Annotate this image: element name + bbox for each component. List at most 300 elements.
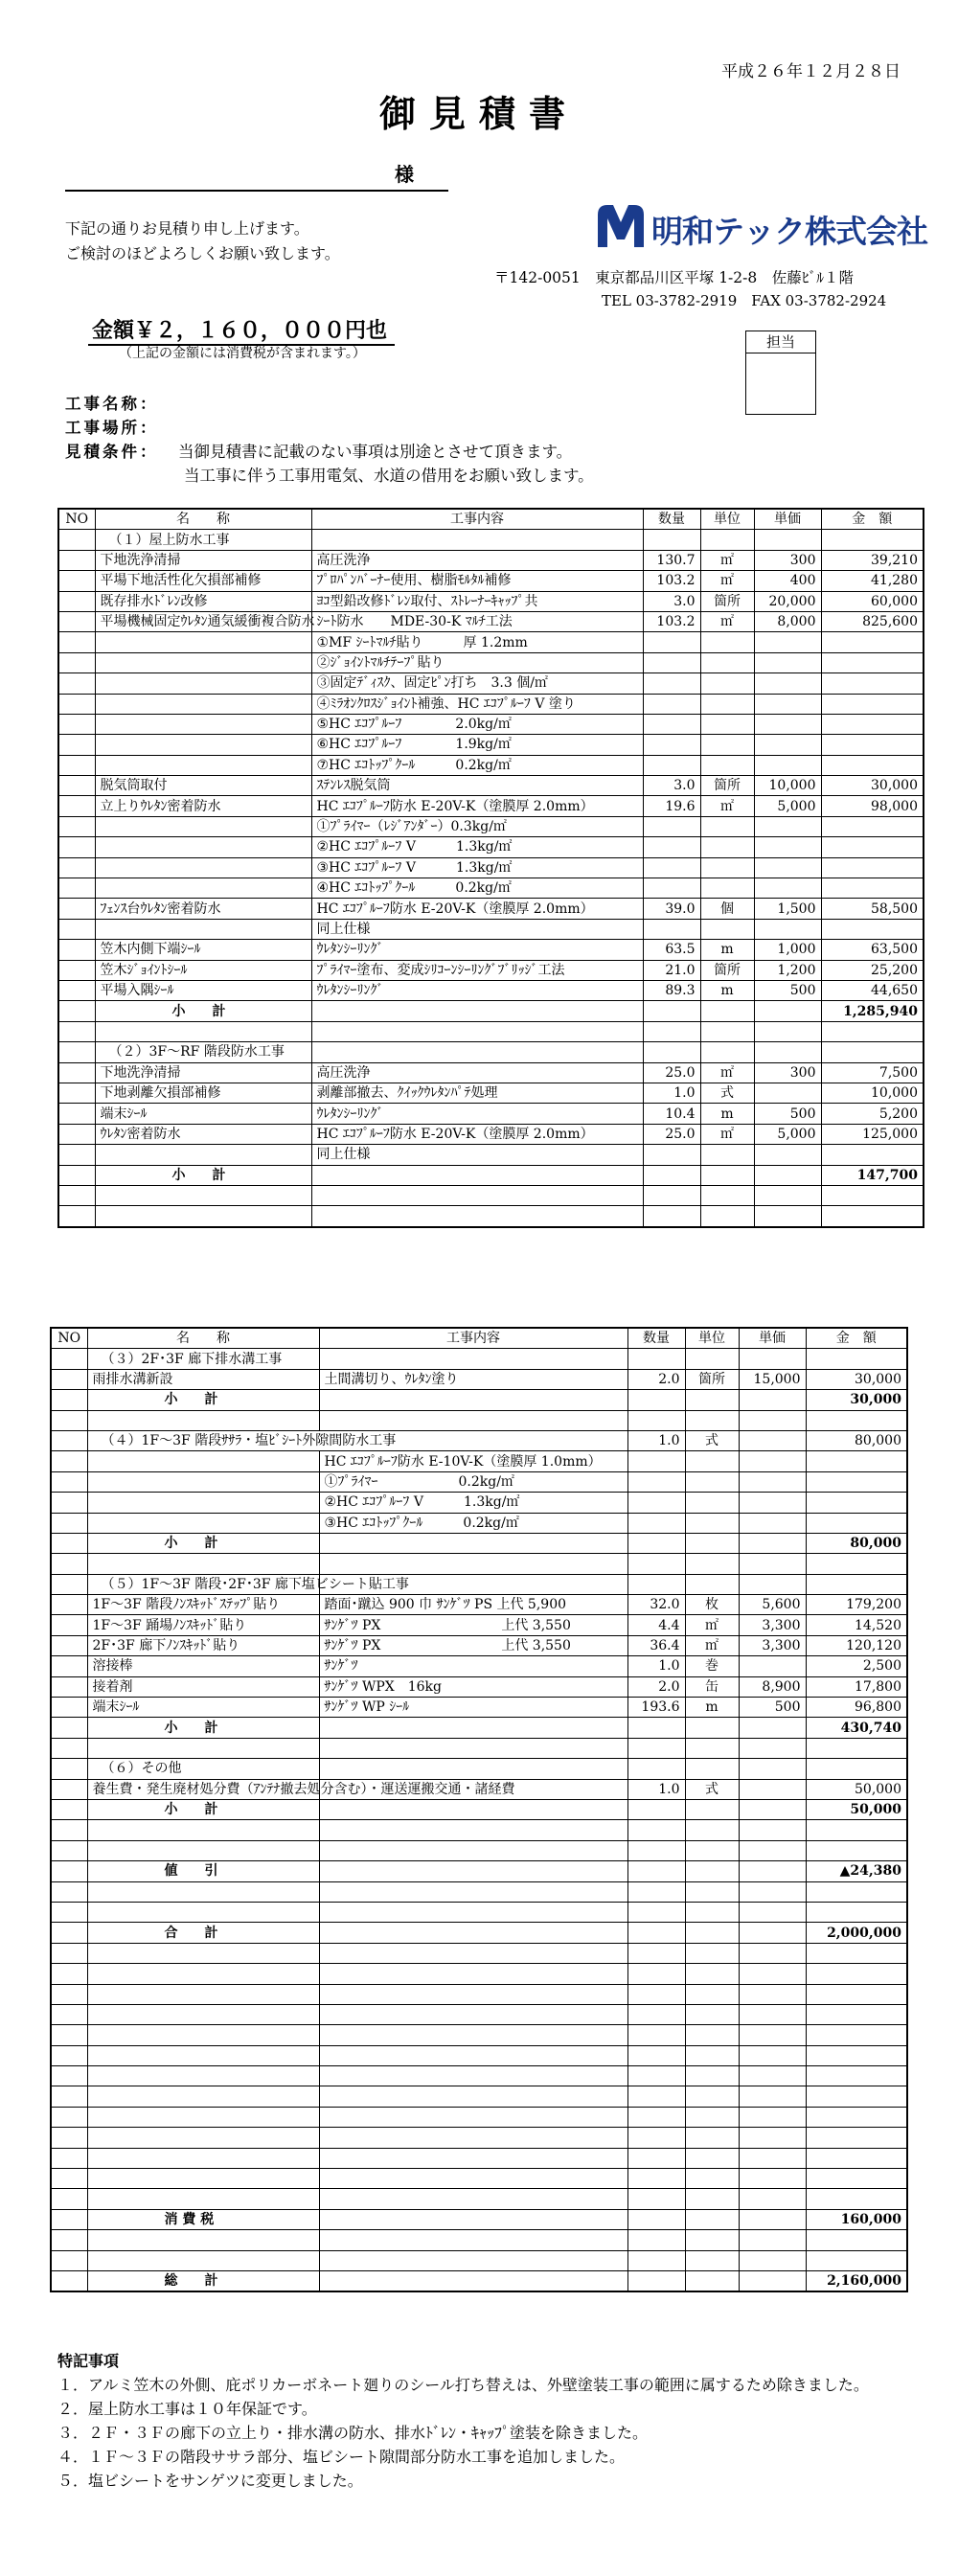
content-cell xyxy=(319,1964,627,1984)
company-name: 明和テック株式会社 xyxy=(651,213,927,250)
price-cell xyxy=(739,1943,806,1963)
name-cell: ﾌｪﾝｽ台ｳﾚﾀﾝ密着防水 xyxy=(95,899,311,919)
name-cell: （２）3F～RF 階段防水工事 xyxy=(95,1042,311,1062)
unit-cell xyxy=(685,1799,739,1819)
amount-cell: 825,600 xyxy=(821,611,924,631)
amount-cell: 30,000 xyxy=(821,776,924,796)
qty-cell: 21.0 xyxy=(643,960,700,980)
price-cell xyxy=(739,1574,806,1594)
table-row xyxy=(51,2004,907,2024)
amount-cell xyxy=(806,2004,907,2024)
name-cell xyxy=(87,2148,319,2168)
amount-cell xyxy=(806,2025,907,2045)
content-cell xyxy=(319,1738,627,1758)
price-cell: 1,500 xyxy=(754,899,821,919)
name-cell: 合 計 xyxy=(87,1923,319,1943)
price-cell xyxy=(739,2045,806,2065)
name-cell xyxy=(87,2066,319,2086)
no-cell xyxy=(58,776,95,796)
table-row xyxy=(58,919,924,939)
unit-cell xyxy=(685,1349,739,1369)
table-row xyxy=(51,2066,907,2086)
qty-cell: 1.0 xyxy=(643,1083,700,1103)
qty-cell xyxy=(643,837,700,857)
no-cell xyxy=(51,1964,87,1984)
content-cell: ①ﾌﾟﾗｲﾏｰ（ﾚｼﾞｱﾝﾀﾞｰ）0.3kg/㎡ xyxy=(311,816,643,836)
subtotal-row xyxy=(51,2270,907,2291)
name-cell: 笠木ｼﾞｮｲﾝﾄｼｰﾙ xyxy=(95,960,311,980)
name-cell: 平場機械固定ｳﾚﾀﾝ通気緩衝複合防水 xyxy=(95,611,311,631)
no-cell xyxy=(58,899,95,919)
table-row xyxy=(58,611,924,631)
no-cell xyxy=(51,1738,87,1758)
header-no: NO xyxy=(51,1328,87,1349)
note-item: ４．１Ｆ～３Ｆの階段ササラ部分、塩ビシート隙間部分防水工事を追加しました。 xyxy=(57,2448,626,2466)
name-cell: 小 計 xyxy=(87,1390,319,1410)
amount-cell: 179,200 xyxy=(806,1595,907,1615)
amount-cell xyxy=(806,1943,907,1963)
content-cell: ｽﾃﾝﾚｽ脱気筒 xyxy=(311,776,643,796)
table-row xyxy=(51,1369,907,1389)
amount-cell xyxy=(821,857,924,878)
table-row xyxy=(51,1451,907,1471)
table-row xyxy=(51,1595,907,1615)
content-cell xyxy=(319,2250,627,2270)
table-row xyxy=(58,1145,924,1165)
unit-cell xyxy=(685,1902,739,1922)
price-cell: 1,200 xyxy=(754,960,821,980)
table-row xyxy=(58,735,924,755)
qty-cell: 130.7 xyxy=(643,550,700,570)
table-row xyxy=(51,2128,907,2148)
content-cell: HC ｴｺﾌﾟﾙｰﾌ防水 E-20V-K（塗膜厚 2.0mm） xyxy=(311,796,643,816)
condition-1: 当御見積書に記載のない事項は別途とさせて頂きます。 xyxy=(178,443,573,461)
table-row xyxy=(51,2086,907,2107)
qty-cell xyxy=(643,652,700,672)
content-cell xyxy=(319,1881,627,1902)
subtotal-row xyxy=(51,1718,907,1738)
no-cell xyxy=(58,611,95,631)
price-cell xyxy=(739,1451,806,1471)
amount-cell xyxy=(821,714,924,734)
person-in-charge-label: 担当 xyxy=(746,331,815,353)
name-cell: 小 計 xyxy=(95,1001,311,1021)
amount-cell xyxy=(821,1185,924,1205)
price-cell xyxy=(739,1820,806,1840)
amount-cell xyxy=(806,1554,907,1574)
content-cell: 踏面･蹴込 900 巾 ｻﾝｹﾞﾂ PS 上代 5,900 xyxy=(319,1595,627,1615)
company-logo xyxy=(594,201,927,251)
price-cell xyxy=(739,1493,806,1513)
unit-cell xyxy=(685,1759,739,1779)
qty-cell: 2.0 xyxy=(627,1369,685,1389)
qty-cell: 10.4 xyxy=(643,1104,700,1124)
qty-cell xyxy=(627,2250,685,2270)
name-cell xyxy=(95,816,311,836)
price-cell xyxy=(754,857,821,878)
table-row xyxy=(51,1493,907,1513)
name-cell: 値 引 xyxy=(87,1861,319,1881)
header-unit: 単位 xyxy=(685,1328,739,1349)
content-cell xyxy=(319,1390,627,1410)
table-row xyxy=(58,1206,924,1227)
subtotal-row xyxy=(58,1165,924,1185)
amount-cell xyxy=(806,1493,907,1513)
qty-cell xyxy=(627,1533,685,1553)
price-cell xyxy=(739,1799,806,1819)
amount-cell xyxy=(806,1513,907,1533)
no-cell xyxy=(58,960,95,980)
amount-cell xyxy=(806,2250,907,2270)
price-cell xyxy=(739,1430,806,1450)
name-cell xyxy=(87,2250,319,2270)
name-cell: （１）屋上防水工事 xyxy=(95,530,311,550)
unit-cell xyxy=(685,1574,739,1594)
no-cell xyxy=(51,1349,87,1369)
no-cell xyxy=(51,1718,87,1738)
header-content: 工事内容 xyxy=(319,1328,627,1349)
qty-cell xyxy=(627,1718,685,1738)
work-place-row xyxy=(65,415,178,438)
unit-cell xyxy=(700,1145,754,1165)
work-name-label: 工事名称： xyxy=(65,395,159,413)
amount-cell: 80,000 xyxy=(806,1533,907,1553)
no-cell xyxy=(58,714,95,734)
table-row xyxy=(58,940,924,960)
unit-cell: m xyxy=(700,980,754,1000)
table-header-row xyxy=(51,1328,907,1349)
estimate-table-2 xyxy=(50,1327,908,2292)
name-cell xyxy=(87,1493,319,1513)
amount-cell: 41,280 xyxy=(821,571,924,591)
qty-cell: 25.0 xyxy=(643,1124,700,1144)
qty-cell xyxy=(627,2045,685,2065)
unit-cell xyxy=(685,1984,739,2004)
name-cell xyxy=(87,1738,319,1758)
no-cell xyxy=(51,1390,87,1410)
amount-cell: 39,210 xyxy=(821,550,924,570)
no-cell xyxy=(51,1430,87,1450)
no-cell xyxy=(58,571,95,591)
amount-cell xyxy=(806,1840,907,1860)
no-cell xyxy=(51,1881,87,1902)
qty-cell xyxy=(643,735,700,755)
unit-cell xyxy=(685,2107,739,2127)
content-cell xyxy=(319,2148,627,2168)
no-cell xyxy=(58,1206,95,1227)
note-item: ２．屋上防水工事は１０年保証です。 xyxy=(57,2400,317,2418)
unit-cell xyxy=(700,1185,754,1205)
no-cell xyxy=(51,2148,87,2168)
content-cell: ②HC ｴｺﾌﾟﾙｰﾌ V 1.3kg/㎡ xyxy=(319,1493,627,1513)
table-row xyxy=(51,2189,907,2209)
no-cell xyxy=(51,2189,87,2209)
amount-cell xyxy=(806,1574,907,1594)
table-row xyxy=(51,1984,907,2004)
no-cell xyxy=(51,1676,87,1697)
price-cell: 5,000 xyxy=(754,796,821,816)
content-cell xyxy=(319,1943,627,1963)
amount-cell: 120,120 xyxy=(806,1635,907,1655)
no-cell xyxy=(51,2230,87,2250)
name-cell xyxy=(87,1984,319,2004)
no-cell xyxy=(58,940,95,960)
content-cell xyxy=(319,1923,627,1943)
unit-cell: ㎡ xyxy=(700,611,754,631)
amount-cell xyxy=(821,673,924,694)
amount-cell xyxy=(806,2128,907,2148)
recipient-honorific: 様 xyxy=(395,163,414,186)
table-row xyxy=(51,1513,907,1533)
price-cell: 3,300 xyxy=(739,1615,806,1635)
name-cell: 端末ｼｰﾙ xyxy=(87,1698,319,1718)
name-cell: 小 計 xyxy=(95,1165,311,1185)
notes-title: 特記事項 xyxy=(57,2352,120,2370)
header-content: 工事内容 xyxy=(311,509,643,530)
table-row xyxy=(51,1615,907,1635)
qty-cell xyxy=(643,1042,700,1062)
amount-cell: 147,700 xyxy=(821,1165,924,1185)
content-cell xyxy=(319,1840,627,1860)
content-cell xyxy=(311,1001,643,1021)
qty-cell: 19.6 xyxy=(643,796,700,816)
no-cell xyxy=(58,1185,95,1205)
table-row xyxy=(58,1062,924,1083)
unit-cell xyxy=(700,1001,754,1021)
unit-cell xyxy=(685,2045,739,2065)
qty-cell xyxy=(627,1984,685,2004)
table-row xyxy=(51,1943,907,1963)
qty-cell xyxy=(643,1185,700,1205)
header-name: 名 称 xyxy=(95,509,311,530)
content-cell: HC ｴｺﾌﾟﾙｰﾌ防水 E-20V-K（塗膜厚 2.0mm） xyxy=(311,1124,643,1144)
subtotal-row xyxy=(51,1799,907,1819)
amount-cell xyxy=(806,1471,907,1492)
person-in-charge-box xyxy=(745,331,816,415)
table-row xyxy=(58,1083,924,1103)
unit-cell: m xyxy=(700,940,754,960)
price-cell: 400 xyxy=(754,571,821,591)
content-cell xyxy=(319,1820,627,1840)
qty-cell xyxy=(627,2025,685,2045)
unit-cell xyxy=(700,1165,754,1185)
name-cell: 端末ｼｰﾙ xyxy=(95,1104,311,1124)
no-cell xyxy=(51,1471,87,1492)
no-cell xyxy=(51,2004,87,2024)
unit-cell xyxy=(685,1840,739,1860)
content-cell: ③固定ﾃﾞｨｽｸ、固定ﾋﾟﾝ打ち 3.3 個/㎡ xyxy=(311,673,643,694)
unit-cell xyxy=(685,2066,739,2086)
no-cell xyxy=(51,1799,87,1819)
price-cell xyxy=(754,816,821,836)
name-cell xyxy=(87,1513,319,1533)
qty-cell: 32.0 xyxy=(627,1595,685,1615)
name-cell xyxy=(87,1902,319,1922)
no-cell xyxy=(51,1451,87,1471)
qty-cell xyxy=(627,1820,685,1840)
qty-cell xyxy=(643,1021,700,1041)
qty-cell xyxy=(627,1390,685,1410)
content-cell xyxy=(311,1185,643,1205)
name-cell xyxy=(87,1881,319,1902)
name-cell: 接着剤 xyxy=(87,1676,319,1697)
name-cell xyxy=(95,714,311,734)
note-item: ５．塩ビシートをサンゲツに変更しました。 xyxy=(57,2472,363,2490)
name-cell: 立上りｳﾚﾀﾝ密着防水 xyxy=(95,796,311,816)
name-cell xyxy=(87,1554,319,1574)
unit-cell: 枚 xyxy=(685,1595,739,1615)
no-cell xyxy=(58,1001,95,1021)
amount-cell xyxy=(806,1984,907,2004)
unit-cell xyxy=(700,878,754,899)
unit-cell xyxy=(685,1923,739,1943)
unit-cell xyxy=(700,1021,754,1041)
unit-cell xyxy=(700,530,754,550)
name-cell xyxy=(95,735,311,755)
price-cell xyxy=(754,755,821,775)
condition-2: 当工事に伴う工事用電気、水道の借用をお願い致します。 xyxy=(184,467,594,485)
unit-cell xyxy=(685,2128,739,2148)
no-cell xyxy=(51,1574,87,1594)
header-price: 単価 xyxy=(739,1328,806,1349)
name-cell: 下地洗浄清掃 xyxy=(95,1062,311,1083)
no-cell xyxy=(58,796,95,816)
qty-cell xyxy=(627,1861,685,1881)
amount-cell xyxy=(821,652,924,672)
name-cell: 溶接棒 xyxy=(87,1656,319,1676)
unit-cell xyxy=(700,714,754,734)
section-row xyxy=(51,1574,907,1594)
no-cell xyxy=(51,1635,87,1655)
no-cell xyxy=(58,735,95,755)
price-cell xyxy=(754,1145,821,1165)
price-cell xyxy=(754,1165,821,1185)
table-row xyxy=(51,1656,907,1676)
unit-cell xyxy=(700,694,754,714)
unit-cell xyxy=(685,1554,739,1574)
unit-cell: 缶 xyxy=(685,1676,739,1697)
content-cell xyxy=(319,2004,627,2024)
name-cell: 2F･3F 廊下ﾉﾝｽｷｯﾄﾞ貼り xyxy=(87,1635,319,1655)
price-cell xyxy=(754,652,821,672)
no-cell xyxy=(51,2250,87,2270)
issue-date: 平成２６年１２月２８日 xyxy=(721,62,901,81)
name-cell xyxy=(95,1145,311,1165)
no-cell xyxy=(51,1493,87,1513)
name-cell: 平場入隅ｼｰﾙ xyxy=(95,980,311,1000)
unit-cell: 箇所 xyxy=(700,960,754,980)
unit-cell xyxy=(685,1533,739,1553)
content-cell: 同上仕様 xyxy=(311,919,643,939)
name-cell: ｳﾚﾀﾝ密着防水 xyxy=(95,1124,311,1144)
content-cell xyxy=(319,2128,627,2148)
qty-cell xyxy=(627,1840,685,1860)
price-cell xyxy=(754,714,821,734)
table-row xyxy=(51,1779,907,1799)
content-cell xyxy=(319,1799,627,1819)
table-row xyxy=(51,2025,907,2045)
price-cell xyxy=(739,1349,806,1369)
name-cell xyxy=(95,652,311,672)
name-cell xyxy=(87,2086,319,2107)
qty-cell xyxy=(627,1923,685,1943)
estimate-table-1 xyxy=(57,508,924,1228)
price-cell xyxy=(739,1533,806,1553)
price-cell xyxy=(739,2004,806,2024)
unit-cell xyxy=(700,857,754,878)
name-cell xyxy=(87,2169,319,2189)
table-row xyxy=(51,1471,907,1492)
price-cell: 1,000 xyxy=(754,940,821,960)
content-cell: ③HC ｴｺﾌﾟﾙｰﾌ V 1.3kg/㎡ xyxy=(311,857,643,878)
amount-cell xyxy=(821,878,924,899)
amount-cell xyxy=(806,1881,907,1902)
table-row xyxy=(58,632,924,652)
qty-cell: 2.0 xyxy=(627,1676,685,1697)
amount-cell xyxy=(821,1042,924,1062)
qty-cell: 25.0 xyxy=(643,1062,700,1083)
qty-cell xyxy=(627,2128,685,2148)
price-cell xyxy=(754,919,821,939)
unit-cell xyxy=(685,2169,739,2189)
amount-cell: 430,740 xyxy=(806,1718,907,1738)
price-cell xyxy=(754,673,821,694)
amount-cell xyxy=(821,694,924,714)
price-cell xyxy=(739,2086,806,2107)
total-amount-note: （上記の金額には消費税が含まれます。） xyxy=(119,346,366,361)
no-cell xyxy=(58,1042,95,1062)
qty-cell xyxy=(643,1145,700,1165)
no-cell xyxy=(51,1840,87,1860)
qty-cell xyxy=(627,2230,685,2250)
unit-cell: m xyxy=(700,1104,754,1124)
content-cell: ｻﾝｹﾞﾂ PX 上代 3,550 xyxy=(319,1615,627,1635)
no-cell xyxy=(51,1554,87,1574)
amount-cell xyxy=(821,1206,924,1227)
header-qty: 数量 xyxy=(627,1328,685,1349)
amount-cell xyxy=(806,2066,907,2086)
price-cell xyxy=(739,1738,806,1758)
qty-cell xyxy=(627,2270,685,2291)
qty-cell xyxy=(627,1738,685,1758)
name-cell: （４）1F～3F 階段ｻｻﾗ・塩ﾋﾞｼｰﾄ外隙間防水工事 xyxy=(87,1430,627,1450)
price-cell: 500 xyxy=(754,1104,821,1124)
amount-cell xyxy=(806,2045,907,2065)
price-cell: 500 xyxy=(754,980,821,1000)
price-cell xyxy=(739,1471,806,1492)
content-cell xyxy=(319,1861,627,1881)
no-cell xyxy=(58,1124,95,1144)
amount-cell xyxy=(806,2230,907,2250)
qty-cell: 1.0 xyxy=(627,1656,685,1676)
table-row xyxy=(51,1554,907,1574)
amount-cell: 30,000 xyxy=(806,1369,907,1389)
no-cell xyxy=(51,2025,87,2045)
qty-cell: 103.2 xyxy=(643,611,700,631)
no-cell xyxy=(51,1902,87,1922)
table-row xyxy=(51,2045,907,2065)
table-row xyxy=(58,694,924,714)
qty-cell xyxy=(643,1001,700,1021)
unit-cell xyxy=(685,1820,739,1840)
no-cell xyxy=(51,1820,87,1840)
name-cell: 消 費 税 xyxy=(87,2209,319,2229)
unit-cell xyxy=(685,1718,739,1738)
no-cell xyxy=(58,673,95,694)
qty-cell: 36.4 xyxy=(627,1635,685,1655)
content-cell: ④HC ｴｺﾄｯﾌﾟｸｰﾙ 0.2kg/㎡ xyxy=(311,878,643,899)
price-cell: 10,000 xyxy=(754,776,821,796)
